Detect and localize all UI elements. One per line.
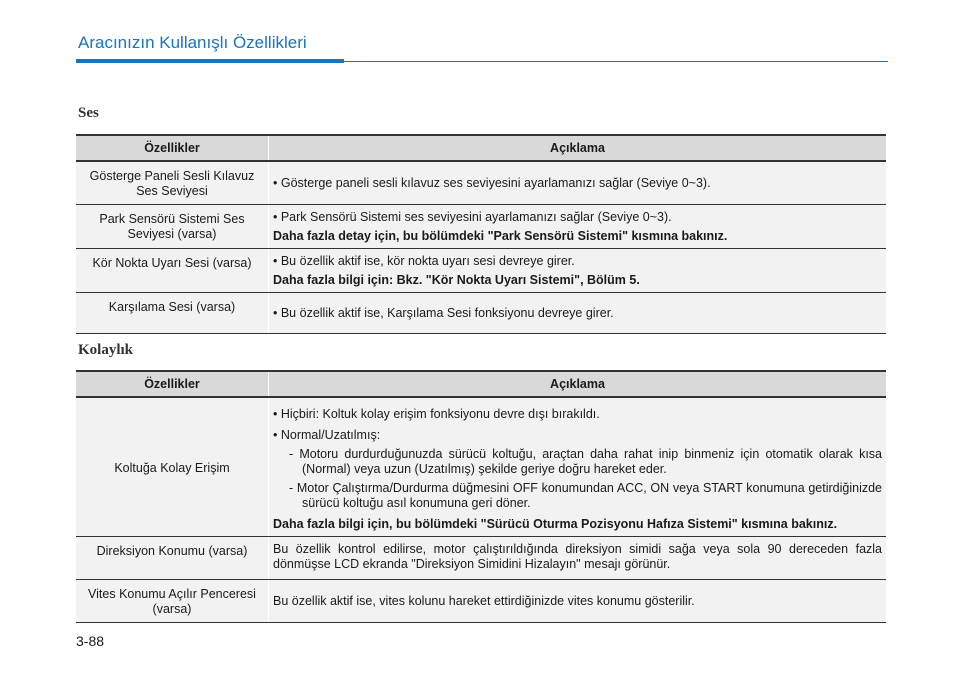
description-text: • Normal/Uzatılmış: (273, 428, 381, 442)
column-header-features: Özellikler (76, 135, 269, 161)
reference-note: Daha fazla bilgi için: Bkz. "Kör Nokta Uyarı Sistemi", Bölüm 5. (273, 273, 640, 287)
description-cell (269, 205, 887, 249)
description-text: • Bu özellik aktif ise, kör nokta uyarı sesi devreye girer. (273, 254, 575, 268)
feature-cell: Vites Konumu Açılır Penceresi (varsa) (76, 580, 269, 623)
chapter-title: Aracınızın Kullanışlı Özellikleri (78, 33, 307, 52)
column-header-features: Özellikler (76, 371, 269, 397)
description-subitem: - Motor Çalıştırma/Durdurma düğmesini OFF konumundan ACC, ON veya START konumuna getirdiğinizde sürücü koltuğu asıl konumuna geri döner. (289, 481, 882, 510)
ses-table (76, 134, 886, 334)
description-cell: • Gösterge paneli sesli kılavuz ses seviyesini ayarlamanızı sağlar (Seviye 0~3). (269, 161, 887, 205)
table-row (76, 161, 886, 205)
column-header-description: Açıklama (269, 135, 887, 161)
description-cell: Bu özellik aktif ise, vites kolunu hareket ettirdiğinizde vites konumu gösterilir. (269, 580, 887, 623)
feature-cell: Park Sensörü Sistemi Ses Seviyesi (varsa) (76, 205, 269, 249)
feature-cell: Direksiyon Konumu (varsa) (76, 537, 269, 580)
description-cell: • Bu özellik aktif ise, Karşılama Sesi fonksiyonu devreye girer. (269, 293, 887, 334)
table-header-row (76, 371, 886, 397)
reference-note: Daha fazla detay için, bu bölümdeki "Park Sensörü Sistemi" kısmına bakınız. (273, 229, 728, 243)
description-subitem: - Motoru durdurduğunuzda sürücü koltuğu, araçtan daha rahat inip binmeniz için otomatik olarak kısa (Normal) veya uzun (Uzatılmış) şekilde geriye doğru hareket eder. (289, 447, 882, 476)
description-text: • Hiçbiri: Koltuk kolay erişim fonksiyonu devre dışı bırakıldı. (273, 407, 600, 421)
description-text: • Park Sensörü Sistemi ses seviyesini ayarlamanızı sağlar (Seviye 0~3). (273, 210, 672, 224)
feature-cell: Karşılama Sesi (varsa) (76, 293, 269, 334)
table-row (76, 205, 886, 249)
header-rule (344, 61, 888, 62)
header-accent-bar (76, 59, 344, 63)
page-number: 3-88 (76, 633, 105, 649)
table-row (76, 293, 886, 334)
column-header-description: Açıklama (269, 371, 887, 397)
description-cell: Bu özellik kontrol edilirse, motor çalıştırıldığında direksiyon simidi sağa veya sola 90 dereceden fazla dönmüşse LCD ekranda "Direksiyon Simidini Hizalayın" mesajı görünür. (269, 537, 887, 580)
kolaylik-table (76, 370, 886, 623)
feature-cell: Kör Nokta Uyarı Sesi (varsa) (76, 249, 269, 293)
section-title-kolaylik: Kolaylık (78, 342, 134, 358)
table-row (76, 397, 886, 537)
reference-note: Daha fazla bilgi için, bu bölümdeki "Sürücü Oturma Pozisyonu Hafıza Sistemi" kısmına bakınız. (273, 517, 838, 531)
description-cell (269, 397, 887, 537)
table-header-row (76, 135, 886, 161)
description-cell (269, 249, 887, 293)
feature-cell: Gösterge Paneli Sesli Kılavuz Ses Seviyesi (76, 161, 269, 205)
table-row (76, 580, 886, 623)
feature-cell: Koltuğa Kolay Erişim (76, 397, 269, 537)
table-row (76, 537, 886, 580)
table-row (76, 249, 886, 293)
section-title-ses: Ses (78, 105, 99, 121)
